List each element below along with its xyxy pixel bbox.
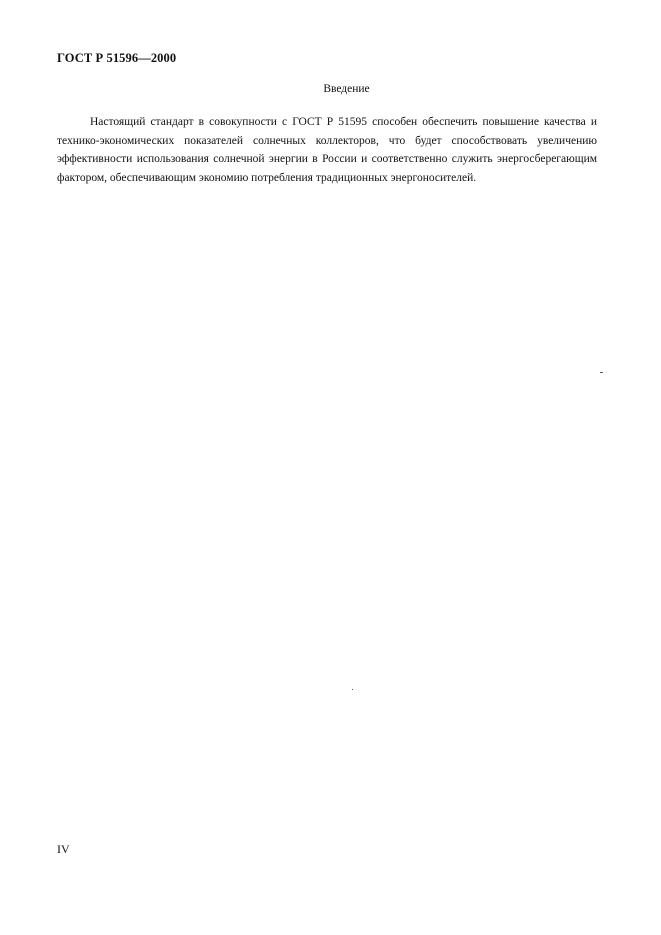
scan-artifact — [600, 372, 603, 373]
section-title: Введение — [323, 83, 370, 95]
introduction-paragraph: Настоящий стандарт в совокупности с ГОСТ Р 51595 способен обеспечить повышение качества и технико-экономических показателей солнечных коллекторов, что будет способствовать увеличению эффективности использования солнечной энергии в России и соответственно служить энергосберегающим фактором, обеспечивающим экономию потребления традиционных энергоносителей. — [57, 116, 597, 184]
page-number: IV — [57, 842, 70, 856]
scan-artifact — [352, 689, 353, 690]
standard-designation: ГОСТ Р 51596—2000 — [57, 51, 177, 65]
